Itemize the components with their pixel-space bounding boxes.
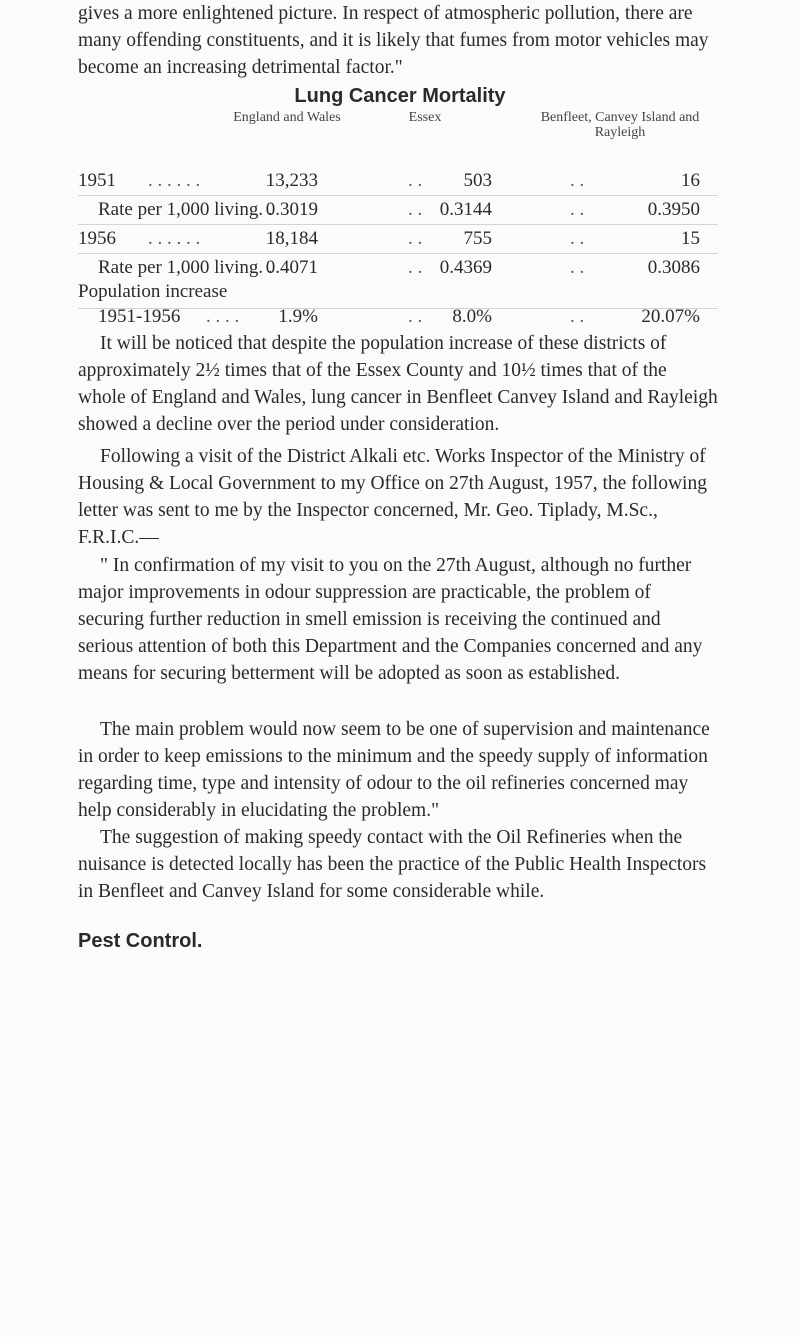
row-divider xyxy=(78,224,718,225)
cell-sep: . . xyxy=(570,257,585,278)
row-dots: . . . . . . xyxy=(148,228,201,249)
cell-england: 0.4071 xyxy=(265,257,318,278)
cell-sep: . . xyxy=(570,170,585,191)
cell-benfleet: 15 xyxy=(681,228,700,249)
quote-paragraph-2: The main problem would now seem to be one of supervision and maintenance in order to keep emissions to the minimum and the speedy supply of information regarding time, type and intensity of odour to the oil refineries concerned may help considerably in elucidating the problem." xyxy=(78,719,710,821)
col-header-essex: Essex xyxy=(408,110,442,125)
table-row xyxy=(78,281,718,305)
cell-benfleet: 20.07% xyxy=(641,306,700,327)
row-label: 1951 xyxy=(78,170,116,191)
cell-essex: 503 xyxy=(463,170,492,191)
row-dots: . . . . . . xyxy=(148,170,201,191)
quote-paragraph-1: " In confirmation of my visit to you on the 27th August, although no further major improvements in odour suppression are practicable, the problem of securing further reduction in smell emission is receiving the continued and serious attention of both this Department and the Companies concerned and any means for securing betterment will be adopted as soon as established. xyxy=(78,555,703,684)
cell-sep: . . xyxy=(408,199,423,220)
cell-essex: 0.4369 xyxy=(439,257,492,278)
cell-england: 13,233 xyxy=(265,170,318,191)
cell-sep: . . xyxy=(570,199,585,220)
row-divider xyxy=(78,253,718,254)
col-header-england: England and Wales xyxy=(233,110,341,125)
row-dots: . . . . xyxy=(206,306,240,327)
cell-benfleet: 0.3086 xyxy=(647,257,700,278)
table-row xyxy=(78,306,718,330)
cell-sep: . . xyxy=(408,257,423,278)
row-label: 1956 xyxy=(78,228,116,249)
cell-england: 0.3019 xyxy=(265,199,318,220)
cell-sep: . . xyxy=(408,228,423,249)
cell-benfleet: 0.3950 xyxy=(647,199,700,220)
cell-sep: . . xyxy=(408,170,423,191)
cell-essex: 8.0% xyxy=(452,306,492,327)
col-header-benfleet: Benfleet, Canvey Island and Rayleigh xyxy=(540,110,700,140)
table-row xyxy=(78,170,718,194)
table-row xyxy=(78,228,718,252)
letter-intro-paragraph: Following a visit of the District Alkali etc. Works Inspector of the Ministry of Housing & Local Government to my Office on 27th August, 1957, the following letter was sent to me by the Inspector concerned, Mr. Geo. Tiplady, M.Sc., F.R.I.C.— xyxy=(78,446,707,548)
cell-sep: . . xyxy=(570,228,585,249)
cell-essex: 0.3144 xyxy=(439,199,492,220)
cell-england: 18,184 xyxy=(265,228,318,249)
cell-england: 1.9% xyxy=(278,306,318,327)
row-label: Population increase xyxy=(78,281,228,302)
cell-benfleet: 16 xyxy=(681,170,700,191)
row-label: Rate per 1,000 living. . xyxy=(98,199,273,220)
intro-paragraph: gives a more enlightened picture. In respect of atmospheric pollution, there are many offending constituents, and it is likely that fumes from motor vehicles may become an increasing detrimental factor." xyxy=(78,3,709,78)
cell-sep: . . xyxy=(408,306,423,327)
row-label: Rate per 1,000 living. . xyxy=(98,257,273,278)
table-title: Lung Cancer Mortality xyxy=(294,85,506,107)
cell-sep: . . xyxy=(570,306,585,327)
pest-control-heading: Pest Control. xyxy=(78,930,203,952)
after-table-paragraph: It will be noticed that despite the population increase of these districts of approximately 2½ times that of the Essex County and 10½ times that of the whole of England and Wales, lung cancer in Benfleet Canvey Island and Rayleigh showed a decline over the period under consideration. xyxy=(78,333,718,435)
row-divider xyxy=(78,195,718,196)
table-row xyxy=(78,199,718,223)
cell-essex: 755 xyxy=(463,228,492,249)
suggestion-paragraph: The suggestion of making speedy contact with the Oil Refineries when the nuisance is detected locally has been the practice of the Public Health Inspectors in Benfleet and Canvey Island for some considerable while. xyxy=(78,827,707,902)
table-row xyxy=(78,257,718,281)
row-label: 1951-1956 xyxy=(98,306,181,327)
